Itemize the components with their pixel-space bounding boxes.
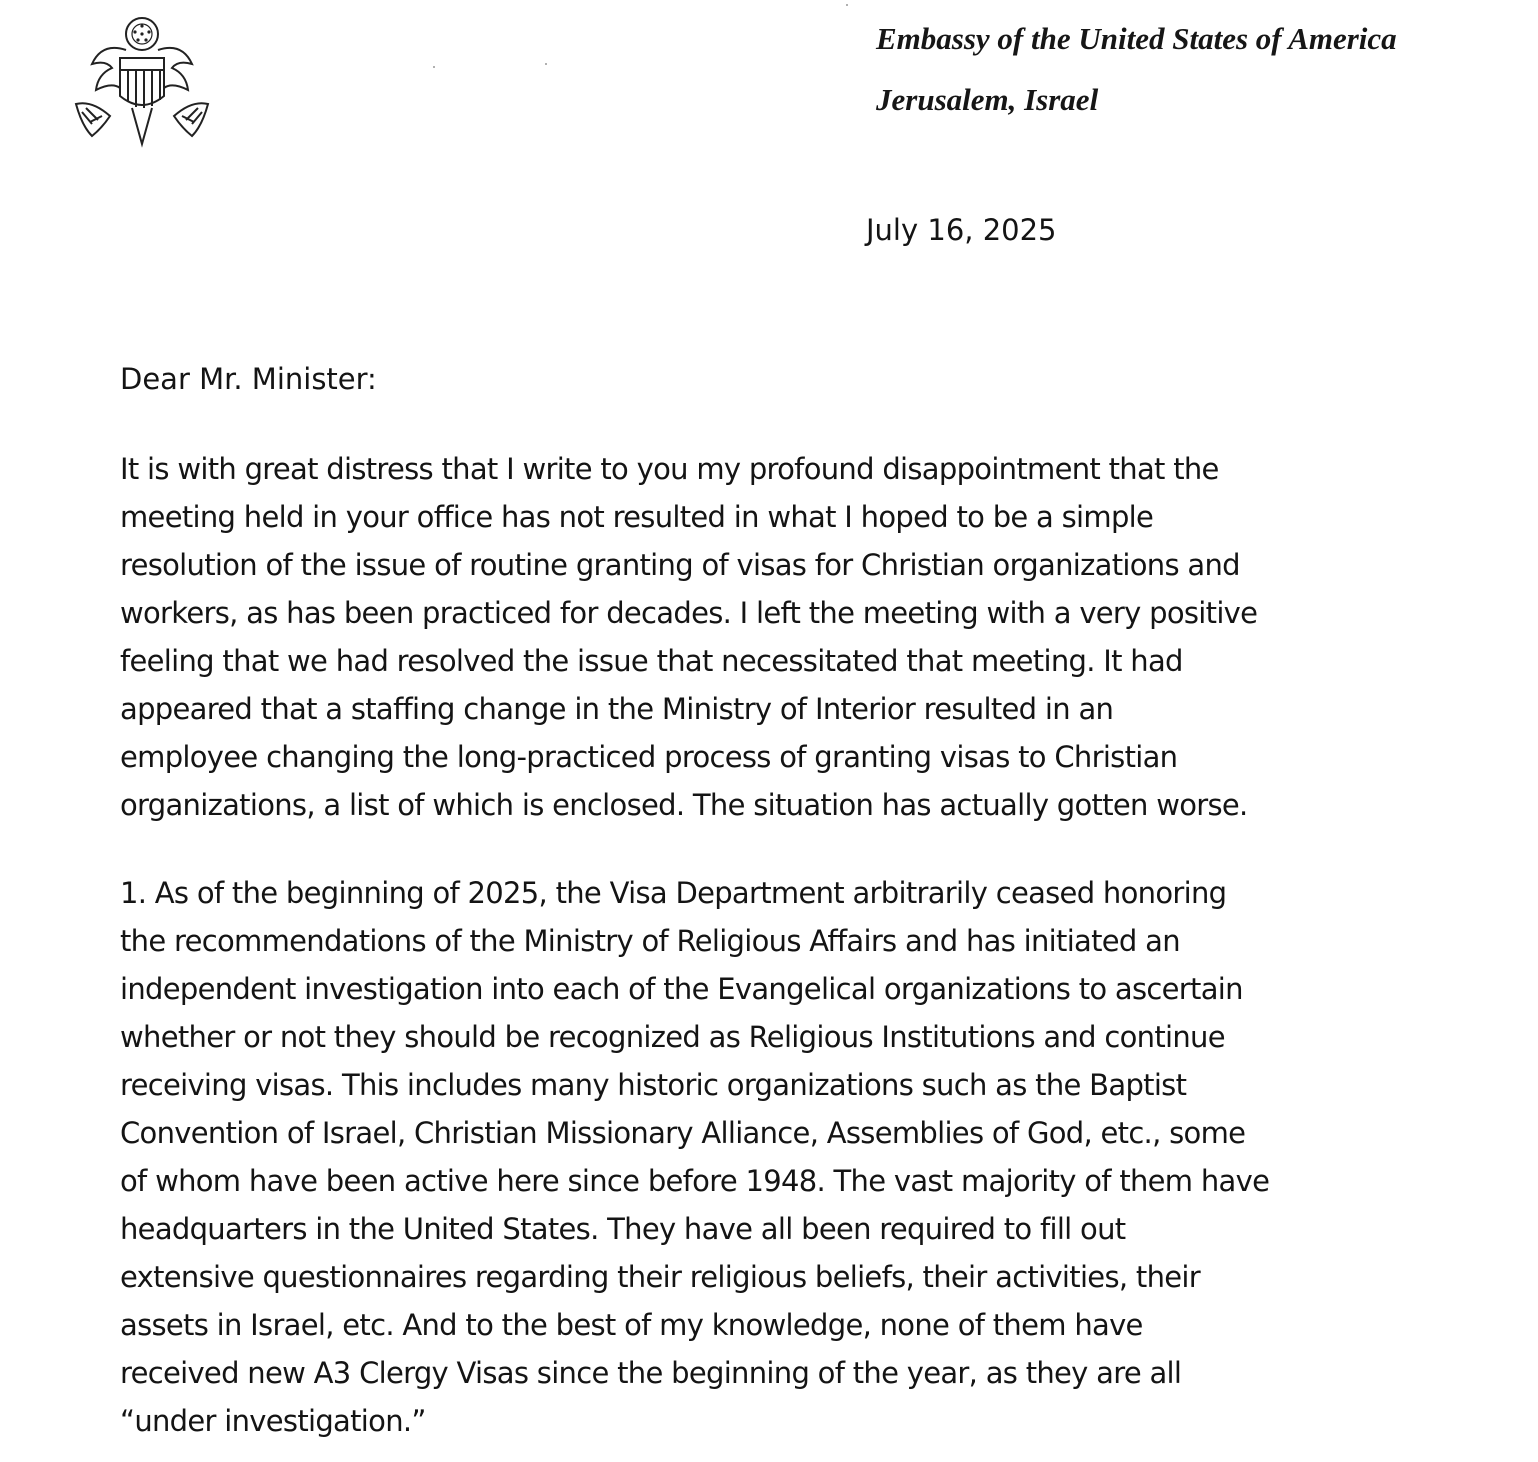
body-paragraph-2 — [120, 869, 1520, 1445]
scan-speck — [846, 4, 848, 6]
letterhead-embassy-name: Embassy of the United States of America — [876, 21, 1397, 56]
paragraph-line: organizations, a list of which is enclosed. The situation has actually gotten worse. — [120, 788, 1248, 822]
salutation: Dear Mr. Minister: — [120, 362, 377, 396]
scan-speck — [433, 66, 435, 68]
paragraph-line: whether or not they should be recognized as Religious Institutions and continue — [120, 1020, 1225, 1054]
scan-speck — [545, 63, 547, 65]
paragraph-line: assets in Israel, etc. And to the best of my knowledge, none of them have — [120, 1308, 1143, 1342]
paragraph-line: meeting held in your office has not resulted in what I hoped to be a simple — [120, 500, 1154, 534]
paragraph-line: employee changing the long-practiced process of granting visas to Christian — [120, 740, 1178, 774]
letterhead-location: Jerusalem, Israel — [876, 82, 1099, 117]
paragraph-line: workers, as has been practiced for decades. I left the meeting with a very positive — [120, 596, 1258, 630]
paragraph-line: resolution of the issue of routine granting of visas for Christian organizations and — [120, 548, 1240, 582]
embassy-letterhead — [876, 8, 1397, 130]
paragraph-line: received new A3 Clergy Visas since the beginning of the year, as they are all — [120, 1356, 1182, 1390]
paragraph-line: It is with great distress that I write to you my profound disappointment that the — [120, 452, 1219, 486]
paragraph-line: receiving visas. This includes many historic organizations such as the Baptist — [120, 1068, 1187, 1102]
body-paragraph-1 — [120, 445, 1520, 829]
paragraph-line: independent investigation into each of the Evangelical organizations to ascertain — [120, 972, 1243, 1006]
paragraph-line: “under investigation.” — [120, 1404, 426, 1438]
letter-date: July 16, 2025 — [866, 213, 1057, 247]
paragraph-line: extensive questionnaires regarding their religious beliefs, their activities, their — [120, 1260, 1200, 1294]
paragraph-line: appeared that a staffing change in the Ministry of Interior resulted in an — [120, 692, 1114, 726]
great-seal-emblem — [62, 4, 222, 164]
paragraph-line: Convention of Israel, Christian Missionary Alliance, Assemblies of God, etc., some — [120, 1116, 1246, 1150]
paragraph-line: feeling that we had resolved the issue that necessitated that meeting. It had — [120, 644, 1183, 678]
paragraph-line: headquarters in the United States. They have all been required to fill out — [120, 1212, 1126, 1246]
paragraph-line: 1. As of the beginning of 2025, the Visa Department arbitrarily ceased honoring — [120, 876, 1227, 910]
paragraph-line: the recommendations of the Ministry of Religious Affairs and has initiated an — [120, 924, 1180, 958]
paragraph-line: of whom have been active here since before 1948. The vast majority of them have — [120, 1164, 1270, 1198]
